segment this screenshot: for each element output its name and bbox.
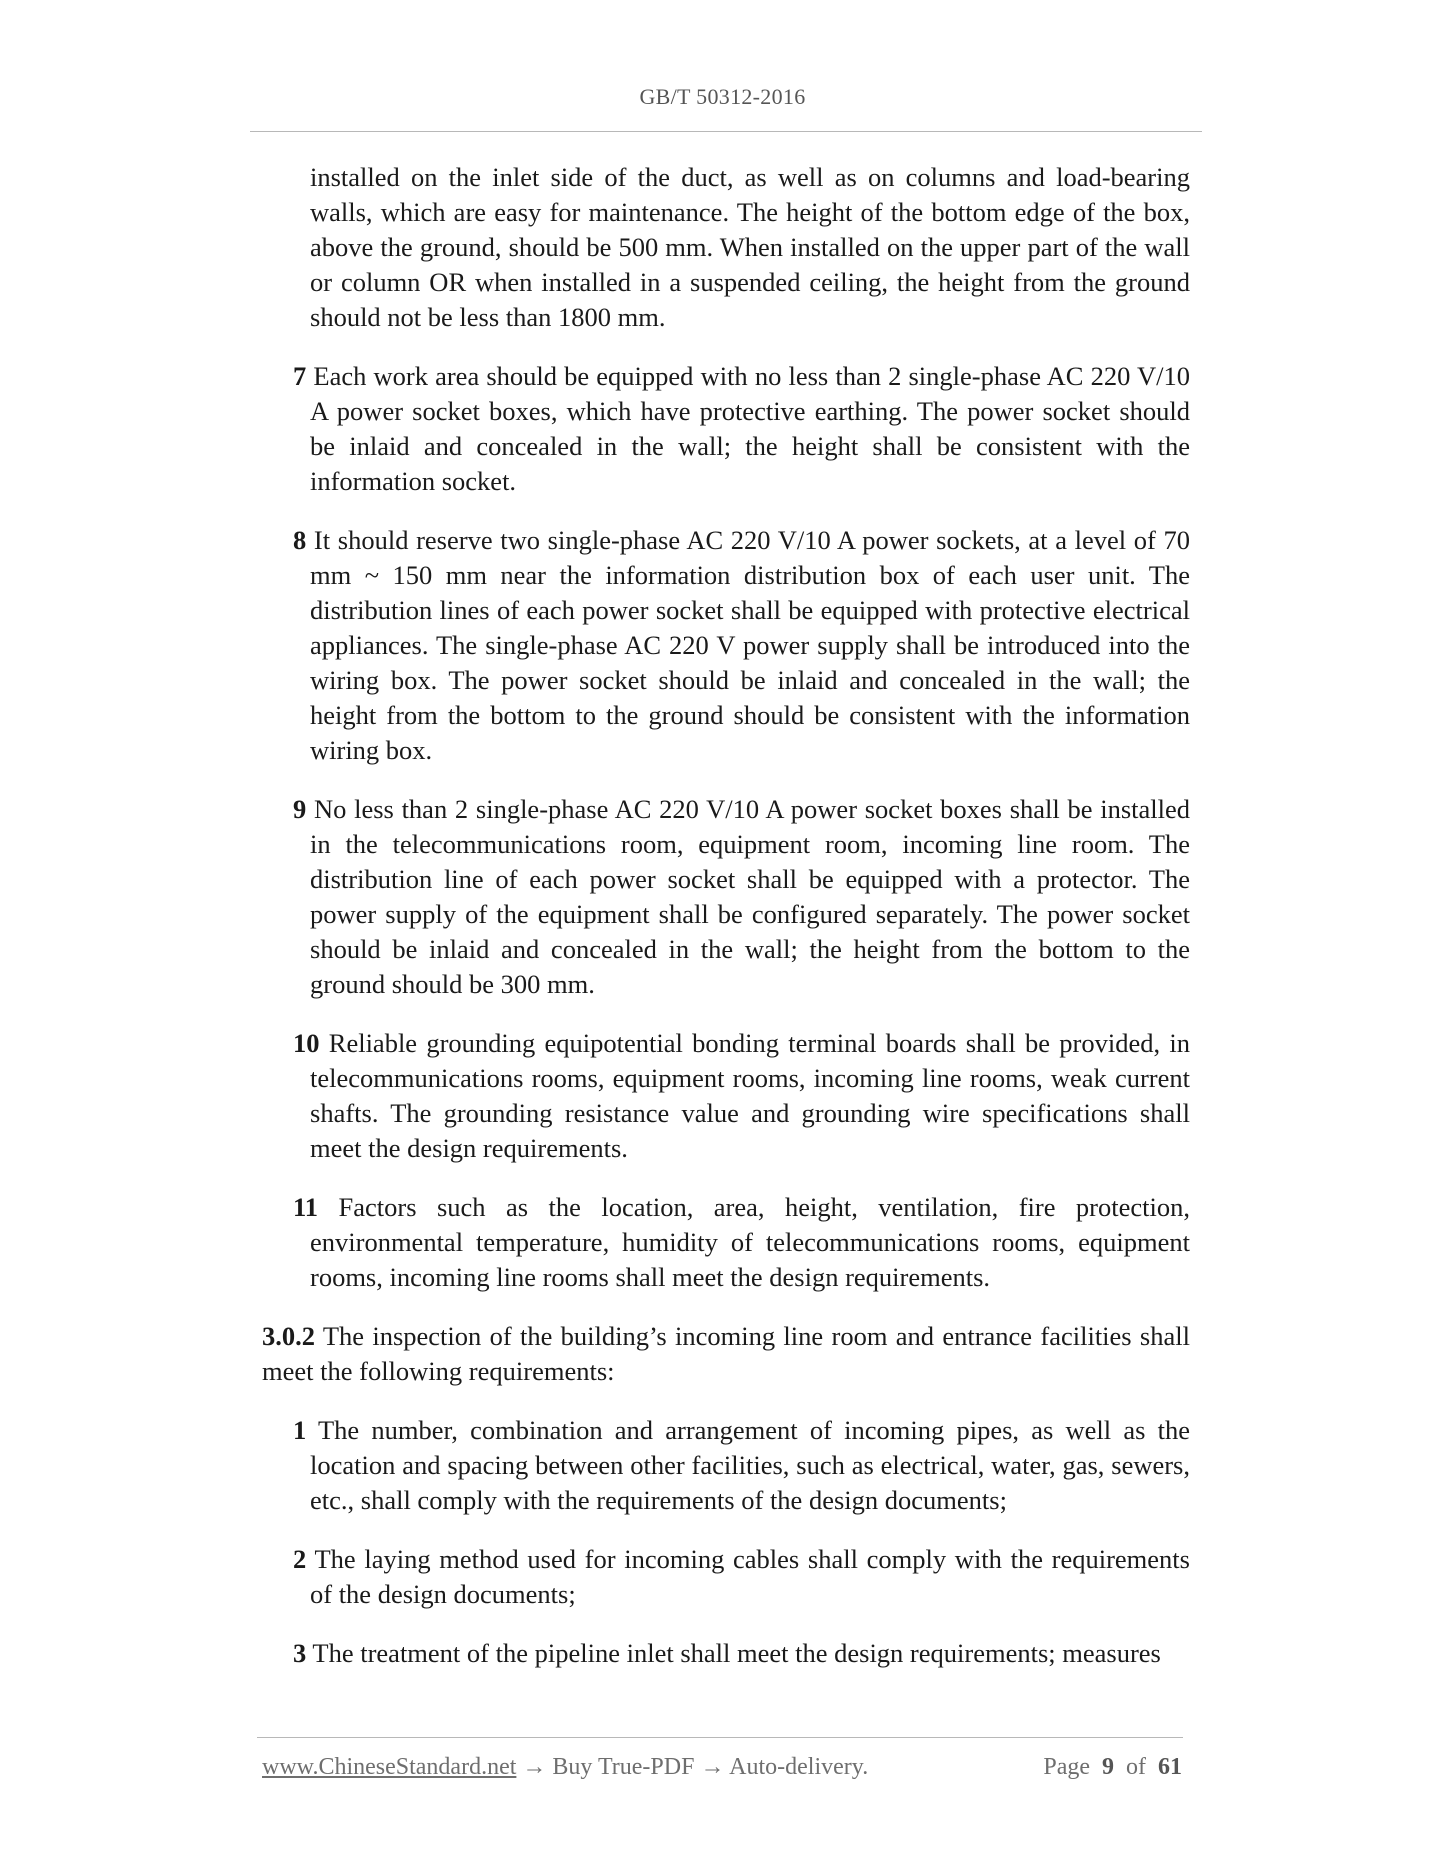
page-header-title: GB/T 50312-2016 (639, 84, 806, 109)
document-body (262, 160, 1190, 1695)
page-label: Page (1043, 1754, 1090, 1780)
clause-3-0-2 (262, 1319, 1190, 1389)
list-item-9 (262, 792, 1190, 1002)
item-text: It should reserve two single-phase AC 220 V/10 A power sockets, at a level of 70 mm ~ 150 mm near the information distribution box of each user unit. The distribution lines of each power socket shall be equipped with protective electrical appliances. The single-phase AC 220 V power supply shall be introduced into the wiring box. The power socket should be inlaid and concealed in the wall; the height from the bottom to the ground should be consistent with the information wiring box. (310, 525, 1191, 765)
item-text: The number, combination and arrangement of incoming pipes, as well as the location and spacing between other facilities, such as electrical, water, gas, sewers, etc., shall comply with the requirements of the design documents; (310, 1415, 1190, 1515)
item-number: 10 (293, 1028, 320, 1058)
arrow-icon: → (522, 1754, 547, 1780)
buy-pdf-text: Buy True-PDF (552, 1754, 695, 1780)
paragraph-text: installed on the inlet side of the duct, as well as on columns and load-bearing walls, which are easy for maintenance. The height of the bottom edge of the box, above the ground, should be 500 mm. When installed on the upper part of the wall or column OR when installed in a suspended ceiling, the height from the ground should not be less than 1800 mm. (310, 162, 1190, 332)
item-number: 1 (293, 1415, 307, 1445)
item-text: Each work area should be equipped with no less than 2 single-phase AC 220 V/10 A power socket boxes, which have protective earthing. The power socket should be inlaid and concealed in the wall; the height shall be consistent with the information socket. (310, 361, 1190, 496)
list-item-2 (262, 1542, 1190, 1612)
list-item-10 (262, 1026, 1190, 1166)
total-pages: 61 (1158, 1754, 1182, 1780)
list-item-1 (262, 1413, 1190, 1518)
item-number: 7 (293, 361, 307, 391)
current-page-number: 9 (1102, 1754, 1114, 1780)
page-of-label: of (1126, 1754, 1146, 1780)
clause-text: The inspection of the building’s incoming line room and entrance facilities shall meet the following requirements: (262, 1321, 1190, 1386)
item-number: 9 (293, 794, 307, 824)
auto-delivery-text: Auto-delivery. (729, 1754, 869, 1780)
footer-divider (257, 1737, 1183, 1738)
item-text: Factors such as the location, area, height, ventilation, fire protection, environmental temperature, humidity of telecommunications rooms, equipment rooms, incoming line rooms shall meet the design requirements. (310, 1192, 1190, 1292)
item-number: 3 (293, 1638, 307, 1668)
continued-paragraph (262, 160, 1190, 335)
page-indicator (1043, 1754, 1182, 1781)
item-number: 8 (293, 525, 307, 555)
item-number: 2 (293, 1544, 307, 1574)
item-text: Reliable grounding equipotential bonding terminal boards shall be provided, in telecommunications rooms, equipment rooms, incoming line rooms, weak current shafts. The grounding resistance value and grounding wire specifications shall meet the design requirements. (310, 1028, 1190, 1163)
item-text: The treatment of the pipeline inlet shall meet the design requirements; measures (312, 1638, 1161, 1668)
header-divider (250, 131, 1202, 132)
page-footer (262, 1754, 1182, 1781)
website-link[interactable]: www.ChineseStandard.net (262, 1754, 517, 1780)
item-text: The laying method used for incoming cables shall comply with the requirements of the design documents; (310, 1544, 1190, 1609)
list-item-3 (262, 1636, 1190, 1671)
list-item-7 (262, 359, 1190, 499)
list-item-8 (262, 523, 1190, 768)
item-number: 11 (293, 1192, 319, 1222)
arrow-icon: → (700, 1754, 725, 1780)
clause-number: 3.0.2 (262, 1321, 315, 1351)
item-text: No less than 2 single-phase AC 220 V/10 A power socket boxes shall be installed in the telecommunications room, equipment room, incoming line room. The distribution line of each power socket shall be equipped with a protector. The power supply of the equipment shall be configured separately. The power socket should be inlaid and concealed in the wall; the height from the bottom to the ground should be 300 mm. (310, 794, 1191, 999)
footer-promo (262, 1754, 868, 1781)
list-item-11 (262, 1190, 1190, 1295)
